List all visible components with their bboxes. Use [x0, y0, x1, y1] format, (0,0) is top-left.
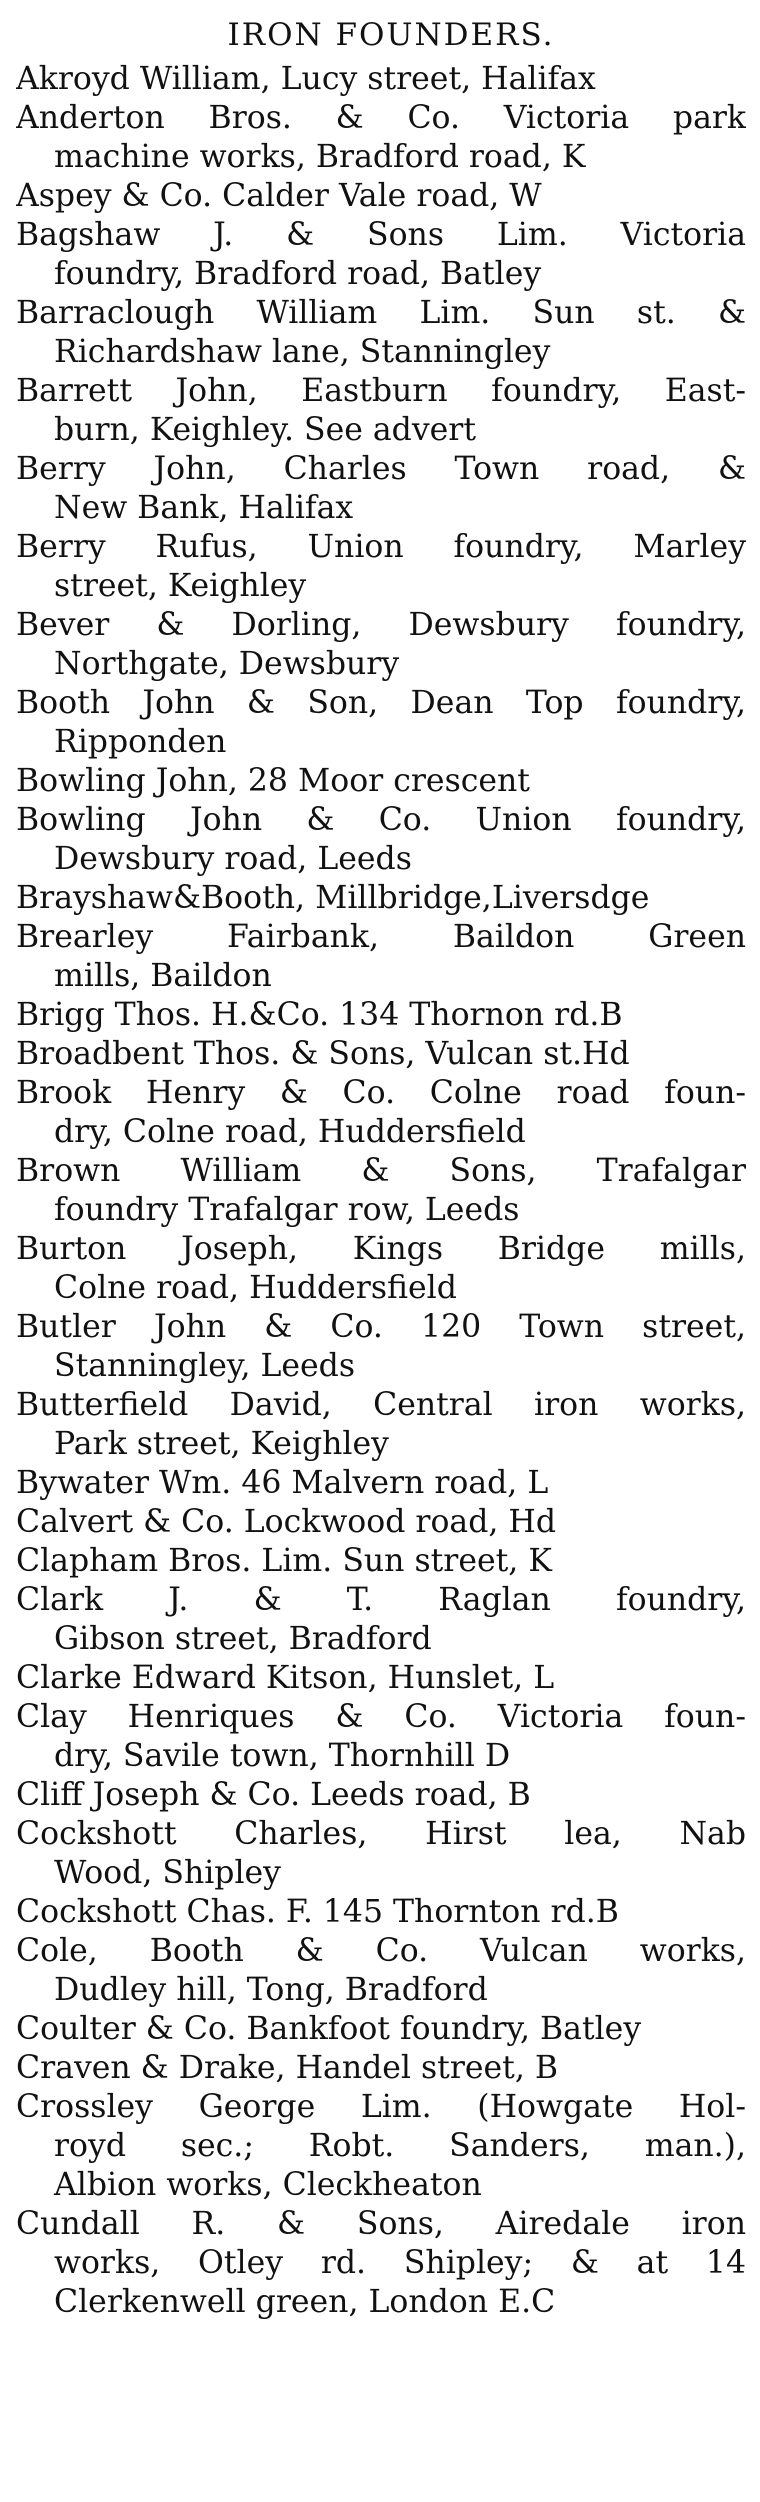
entry-line: Booth John & Son, Dean Top foundry,	[16, 685, 746, 721]
entry-continuation-line: Clerkenwell green, London E.C	[54, 2284, 556, 2320]
entry-line: Coulter & Co. Bankfoot foundry, Batley	[16, 2011, 642, 2047]
directory-entry	[16, 801, 746, 879]
entry-line: Butterfield David, Central iron works,	[16, 1387, 746, 1423]
entry-continuation-line: Richardshaw lane, Stanningley	[54, 334, 551, 370]
entry-continuation-line: New Bank, Halifax	[54, 490, 354, 526]
entry-continuation-line: foundry Trafalgar row, Leeds	[54, 1192, 520, 1228]
entry-line: Brigg Thos. H.&Co. 134 Thornon rd.B	[16, 997, 623, 1033]
directory-entry	[16, 1074, 746, 1152]
directory-entry	[16, 1581, 746, 1659]
entry-continuation-line: Wood, Shipley	[54, 1855, 281, 1891]
entry-line: Broadbent Thos. & Sons, Vulcan st.Hd	[16, 1036, 630, 1072]
entry-line: Clapham Bros. Lim. Sun street, K	[16, 1543, 552, 1579]
entry-line: Cundall R. & Sons, Airedale iron	[16, 2206, 746, 2242]
entry-continuation-line: Dudley hill, Tong, Bradford	[54, 1972, 488, 2008]
entry-line: Cockshott Chas. F. 145 Thornton rd.B	[16, 1894, 619, 1930]
directory-entry	[16, 1308, 746, 1386]
directory-entry	[16, 1893, 746, 1932]
entry-line: Butler John & Co. 120 Town street,	[16, 1309, 746, 1345]
entry-continuation-line: Albion works, Cleckheaton	[54, 2167, 482, 2203]
entry-line: Clarke Edward Kitson, Hunslet, L	[16, 1660, 555, 1696]
entry-continuation-line: Northgate, Dewsbury	[54, 646, 400, 682]
directory-entry	[16, 684, 746, 762]
directory-entry	[16, 294, 746, 372]
directory-entry	[16, 1776, 746, 1815]
entry-line: Crossley George Lim. (Howgate Hol-	[16, 2089, 746, 2125]
entry-line: Barrett John, Eastburn foundry, East-	[16, 373, 746, 409]
directory-entry	[16, 1932, 746, 2010]
entry-line: Cockshott Charles, Hirst lea, Nab	[16, 1816, 746, 1852]
directory-entry	[16, 918, 746, 996]
entry-line: Cliff Joseph & Co. Leeds road, B	[16, 1777, 531, 1813]
entry-continuation-line: works, Otley rd. Shipley; & at 14	[54, 2245, 746, 2281]
directory-entry	[16, 2088, 746, 2205]
entry-line: Barraclough William Lim. Sun st. &	[16, 295, 746, 331]
entry-line: Bowling John, 28 Moor crescent	[16, 763, 530, 799]
directory-entry	[16, 2205, 746, 2322]
entry-line: Calvert & Co. Lockwood road, Hd	[16, 1504, 557, 1540]
entry-continuation-line: Stanningley, Leeds	[54, 1348, 356, 1384]
entry-line: Brook Henry & Co. Colne road foun-	[16, 1075, 746, 1111]
directory-entry	[16, 1035, 746, 1074]
entry-line: Aspey & Co. Calder Vale road, W	[16, 178, 542, 214]
entry-line: Bagshaw J. & Sons Lim. Victoria	[16, 217, 746, 253]
entry-continuation-line: Park street, Keighley	[54, 1426, 389, 1462]
directory-entry	[16, 1659, 746, 1698]
entry-continuation-line: Dewsbury road, Leeds	[54, 841, 412, 877]
directory-entry	[16, 606, 746, 684]
entry-continuation-line: Gibson street, Bradford	[54, 1621, 432, 1657]
directory-entry	[16, 450, 746, 528]
directory-entry	[16, 879, 746, 918]
entry-continuation-line: dry, Savile town, Thornhill D	[54, 1738, 511, 1774]
entry-line: Brearley Fairbank, Baildon Green	[16, 919, 746, 955]
directory-entry	[16, 1230, 746, 1308]
entry-line: Brown William & Sons, Trafalgar	[16, 1153, 746, 1189]
directory-entry	[16, 2049, 746, 2088]
directory-entry	[16, 60, 746, 99]
directory-entry	[16, 996, 746, 1035]
entry-line: Bowling John & Co. Union foundry,	[16, 802, 746, 838]
directory-entry	[16, 99, 746, 177]
entry-continuation-line: dry, Colne road, Huddersfield	[54, 1114, 526, 1150]
entry-continuation-line: royd sec.; Robt. Sanders, man.),	[54, 2128, 746, 2164]
directory-entry	[16, 216, 746, 294]
directory-entry	[16, 528, 746, 606]
entry-continuation-line: Ripponden	[54, 724, 227, 760]
directory-entry	[16, 177, 746, 216]
entry-line: Bywater Wm. 46 Malvern road, L	[16, 1465, 549, 1501]
entry-line: Akroyd William, Lucy street, Halifax	[16, 61, 596, 97]
entry-line: Craven & Drake, Handel street, B	[16, 2050, 559, 2086]
entry-continuation-line: street, Keighley	[54, 568, 307, 604]
directory-entry	[16, 762, 746, 801]
entry-continuation-line: machine works, Bradford road, K	[54, 139, 586, 175]
directory-entry	[16, 2010, 746, 2049]
entry-continuation-line: Colne road, Huddersfield	[54, 1270, 457, 1306]
entry-list	[16, 60, 746, 2322]
entry-line: Clark J. & T. Raglan foundry,	[16, 1582, 746, 1618]
directory-entry	[16, 1386, 746, 1464]
entry-line: Burton Joseph, Kings Bridge mills,	[16, 1231, 746, 1267]
entry-line: Anderton Bros. & Co. Victoria park	[16, 100, 746, 136]
directory-entry	[16, 1464, 746, 1503]
entry-line: Bever & Dorling, Dewsbury foundry,	[16, 607, 746, 643]
directory-entry	[16, 1152, 746, 1230]
entry-continuation-line: burn, Keighley. See advert	[54, 412, 477, 448]
entry-line: Brayshaw&Booth, Millbridge,Liversdge	[16, 880, 650, 916]
directory-entry	[16, 1503, 746, 1542]
entry-line: Berry John, Charles Town road, &	[16, 451, 746, 487]
entry-continuation-line: foundry, Bradford road, Batley	[54, 256, 542, 292]
directory-entry	[16, 1815, 746, 1893]
directory-entry	[16, 1542, 746, 1581]
section-heading: IRON FOUNDERS.	[227, 17, 555, 53]
directory-entry	[16, 1698, 746, 1776]
directory-entry	[16, 372, 746, 450]
entry-line: Clay Henriques & Co. Victoria foun-	[16, 1699, 746, 1735]
entry-line: Berry Rufus, Union foundry, Marley	[16, 529, 746, 565]
entry-continuation-line: mills, Baildon	[54, 958, 272, 994]
entry-line: Cole, Booth & Co. Vulcan works,	[16, 1933, 746, 1969]
